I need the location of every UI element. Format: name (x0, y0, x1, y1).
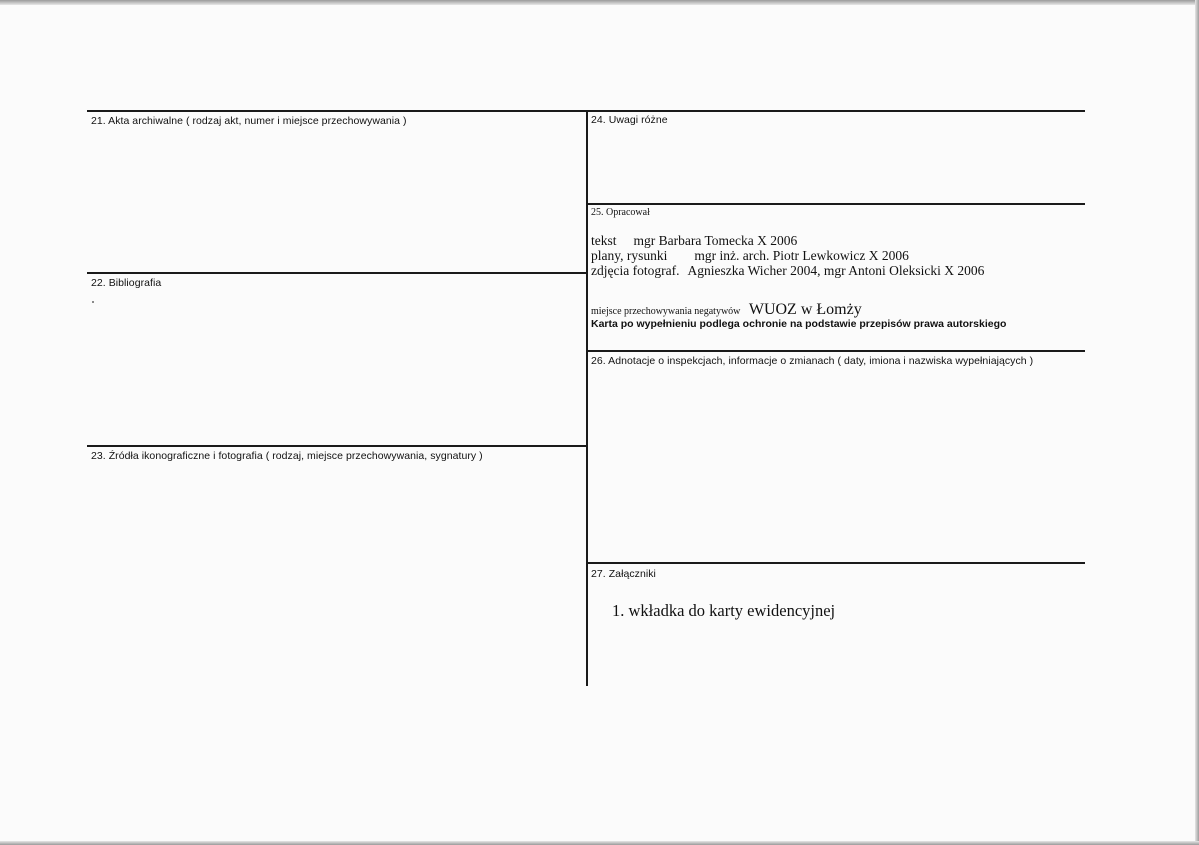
field-22-label: 22. Bibliografia (91, 277, 162, 289)
attachment-item: 1. wkładka do karty ewidencyjnej (612, 601, 836, 620)
author-value: Agnieszka Wicher 2004, mgr Antoni Oleksicki X 2006 (687, 263, 985, 278)
field-23-label: 23. Źródła ikonograficzne i fotografia ( rodzaj, miejsce przechowywania, sygnatury ) (91, 450, 483, 462)
rule-27 (586, 562, 1085, 564)
author-line-photos (591, 263, 984, 279)
author-value: mgr Barbara Tomecka X 2006 (633, 233, 798, 248)
author-line-text (591, 233, 797, 249)
author-line-plans (591, 248, 909, 264)
field-25-label: 25. Opracował (591, 207, 650, 218)
rule-25 (586, 203, 1085, 205)
negatives-value: WUOZ w Łomży (748, 301, 862, 318)
rule-26 (586, 350, 1085, 352)
copyright-note: Karta po wypełnieniu podlega ochronie na podstawie przepisów prawa autorskiego (591, 318, 1007, 330)
author-role: plany, rysunki (591, 248, 668, 263)
negatives-label: miejsce przechowywania negatywów (591, 306, 741, 317)
author-role: tekst (591, 233, 617, 248)
field-21-label: 21. Akta archiwalne ( rodzaj akt, numer i miejsce przechowywania ) (91, 115, 407, 127)
author-value: mgr inż. arch. Piotr Lewkowicz X 2006 (694, 248, 909, 263)
author-role: zdjęcia fotograf. (591, 263, 680, 278)
scan-edge-right (1195, 0, 1199, 845)
rule-23 (87, 445, 586, 447)
field-27-label: 27. Załączniki (591, 568, 656, 580)
speck (92, 301, 94, 303)
negatives-location (591, 301, 862, 319)
field-24-label: 24. Uwagi różne (591, 114, 668, 126)
scan-edge-top (0, 0, 1199, 5)
rule-22 (87, 272, 586, 274)
field-26-label: 26. Adnotacje o inspekcjach, informacje o zmianach ( daty, imiona i nazwiska wypełniających ) (591, 355, 1034, 367)
scan-edge-bottom (0, 841, 1199, 845)
column-divider (586, 110, 588, 686)
